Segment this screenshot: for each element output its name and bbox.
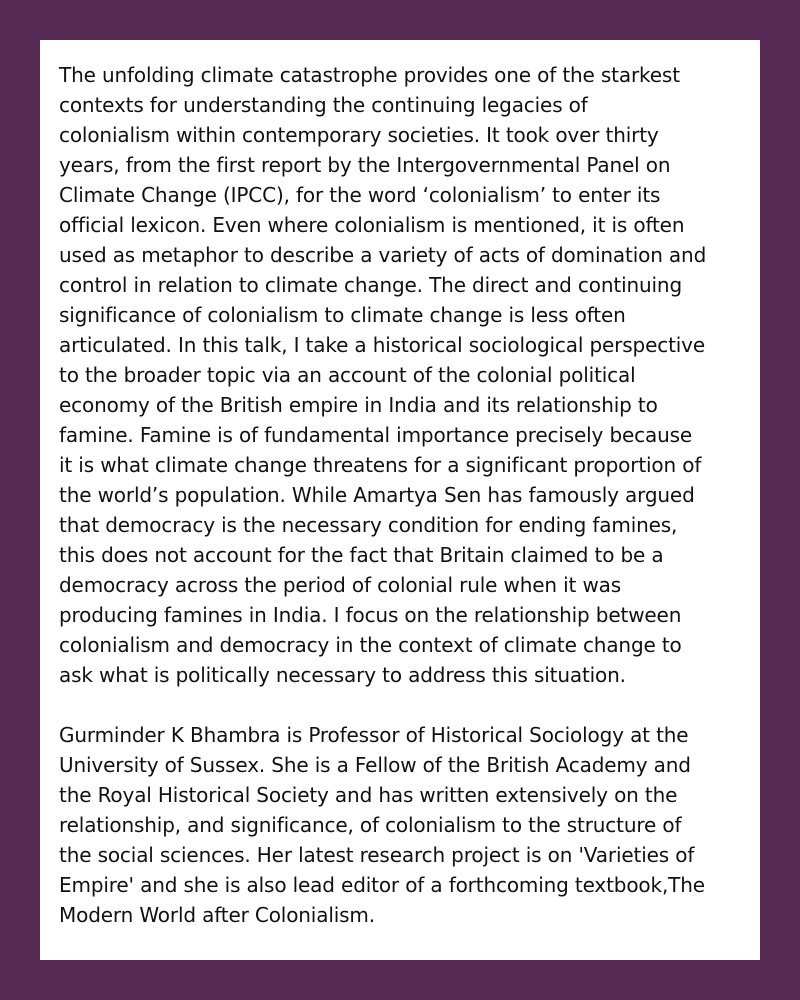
abstract-paragraph xyxy=(59,60,740,690)
abstract-line: it is what climate change threatens for a significant proportion of xyxy=(59,453,702,477)
abstract-line: Climate Change (IPCC), for the word ‘colonialism’ to enter its xyxy=(59,183,661,207)
bio-line: the social sciences. Her latest research project is on 'Varieties of xyxy=(59,843,695,867)
abstract-line: the world’s population. While Amartya Sen has famously argued xyxy=(59,483,695,507)
abstract-line: contexts for understanding the continuing legacies of xyxy=(59,93,588,117)
abstract-line: used as metaphor to describe a variety of acts of domination and xyxy=(59,243,707,267)
bio-line: relationship, and significance, of colonialism to the structure of xyxy=(59,813,682,837)
abstract-line: articulated. In this talk, I take a historical sociological perspective xyxy=(59,333,706,357)
abstract-line: The unfolding climate catastrophe provides one of the starkest xyxy=(59,63,680,87)
abstract-line: that democracy is the necessary condition for ending famines, xyxy=(59,513,678,537)
bio-line: University of Sussex. She is a Fellow of the British Academy and xyxy=(59,753,691,777)
abstract-line: producing famines in India. I focus on the relationship between xyxy=(59,603,682,627)
abstract-line: years, from the first report by the Intergovernmental Panel on xyxy=(59,153,671,177)
bio-line: the Royal Historical Society and has written extensively on the xyxy=(59,783,678,807)
bio-paragraph xyxy=(59,720,740,930)
abstract-line: this does not account for the fact that Britain claimed to be a xyxy=(59,543,664,567)
bio-line: Gurminder K Bhambra is Professor of Historical Sociology at the xyxy=(59,723,689,747)
paragraph-spacer xyxy=(59,690,740,720)
abstract-line: economy of the British empire in India and its relationship to xyxy=(59,393,658,417)
abstract-line: to the broader topic via an account of the colonial political xyxy=(59,363,636,387)
abstract-line: control in relation to climate change. The direct and continuing xyxy=(59,273,683,297)
abstract-line: famine. Famine is of fundamental importance precisely because xyxy=(59,423,693,447)
text-card xyxy=(40,40,760,960)
abstract-line: significance of colonialism to climate change is less often xyxy=(59,303,626,327)
bio-line: Empire' and she is also lead editor of a forthcoming textbook,The xyxy=(59,873,705,897)
bio-line: Modern World after Colonialism. xyxy=(59,903,375,927)
abstract-line: colonialism within contemporary societies. It took over thirty xyxy=(59,123,659,147)
abstract-line: official lexicon. Even where colonialism is mentioned, it is often xyxy=(59,213,685,237)
abstract-line: colonialism and democracy in the context of climate change to xyxy=(59,633,682,657)
abstract-line: democracy across the period of colonial rule when it was xyxy=(59,573,622,597)
abstract-line: ask what is politically necessary to address this situation. xyxy=(59,663,626,687)
